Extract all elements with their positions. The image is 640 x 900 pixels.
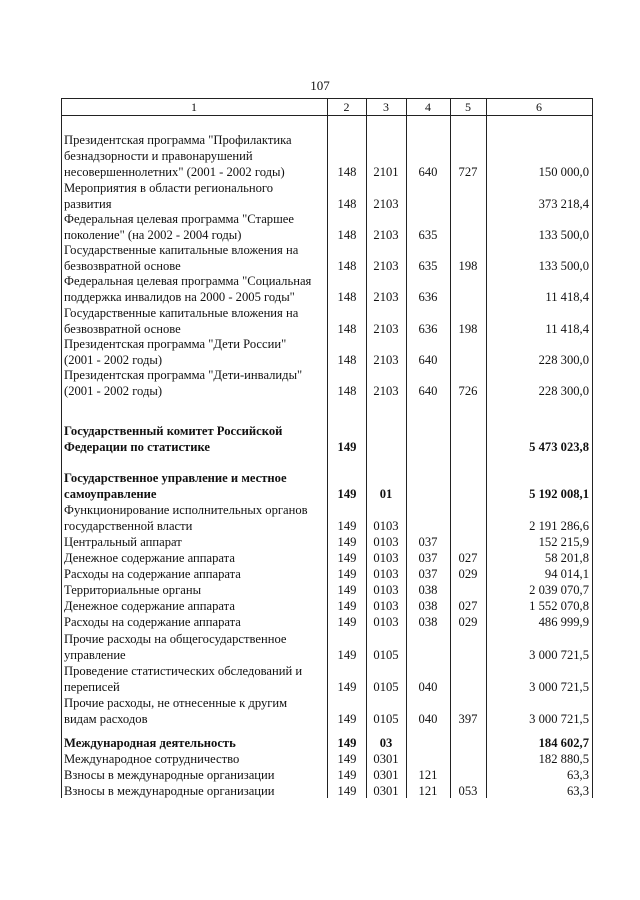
cell-section-code: 2103 (373, 322, 399, 336)
cell-amount: 133 500,0 (538, 228, 589, 242)
cell-ministry-code: 149 (337, 567, 357, 581)
table-row (61, 630, 593, 663)
table-row (61, 180, 593, 212)
cell-amount: 486 999,9 (538, 615, 589, 629)
row-name: Международная деятельность (64, 736, 236, 750)
row-name: Территориальные органы (64, 583, 202, 597)
cell-amount: 150 000,0 (538, 165, 589, 179)
cell-amount: 3 000 721,5 (529, 648, 589, 662)
cell-amount: 1 552 070,8 (529, 599, 589, 613)
cell-ministry-code: 148 (337, 197, 357, 211)
cell-amount: 58 201,8 (544, 551, 589, 565)
cell-target-code: 037 (418, 535, 438, 549)
row-name: Расходы на содержание аппарата (64, 567, 241, 581)
cell-section-code: 0105 (373, 680, 399, 694)
row-name: Функционирование исполнительных органов государственной власти (64, 503, 308, 533)
cell-ministry-code: 149 (337, 487, 357, 501)
cell-section-code: 2101 (373, 165, 399, 179)
cell-target-code: 121 (418, 784, 438, 798)
table-row (61, 598, 593, 614)
table-row-section (61, 470, 593, 502)
row-name: Государственные капитальные вложения на безвозвратной основе (64, 306, 299, 336)
cell-ministry-code: 148 (337, 228, 357, 242)
cell-target-code: 636 (418, 290, 438, 304)
cell-amount: 228 300,0 (538, 353, 589, 367)
cell-expense-code: 029 (458, 567, 478, 581)
table-row (61, 305, 593, 337)
table-row-section (61, 735, 593, 751)
row-name: Проведение статистических обследований и переписей (64, 664, 303, 694)
cell-section-code: 0103 (373, 615, 399, 629)
row-name: Денежное содержание аппарата (64, 599, 235, 613)
cell-amount: 3 000 721,5 (529, 680, 589, 694)
column-header: 4 (425, 100, 431, 114)
cell-target-code: 635 (418, 259, 438, 273)
column-header: 1 (191, 100, 197, 114)
cell-target-code: 038 (418, 599, 438, 613)
cell-ministry-code: 148 (337, 384, 357, 398)
cell-amount: 5 192 008,1 (529, 487, 589, 501)
cell-ministry-code: 149 (337, 519, 357, 533)
row-name: Расходы на содержание аппарата (64, 615, 241, 629)
cell-ministry-code: 149 (337, 583, 357, 597)
table-row (61, 767, 593, 783)
column-header: 6 (536, 100, 542, 114)
row-name: Государственное управление и местное самоуправление (64, 471, 287, 501)
cell-ministry-code: 148 (337, 165, 357, 179)
row-name: Президентская программа "Дети-инвалиды" (2001 - 2002 годы) (64, 368, 303, 398)
cell-amount: 3 000 721,5 (529, 712, 589, 726)
cell-section-code: 0105 (373, 712, 399, 726)
table-row (61, 783, 593, 799)
cell-ministry-code: 149 (337, 736, 357, 750)
cell-expense-code: 198 (458, 259, 478, 273)
cell-amount: 228 300,0 (538, 384, 589, 398)
cell-amount: 2 039 070,7 (529, 583, 589, 597)
cell-ministry-code: 148 (337, 322, 357, 336)
row-name: Взносы в международные организации (64, 768, 275, 782)
cell-target-code: 037 (418, 551, 438, 565)
cell-section-code: 03 (379, 736, 393, 750)
cell-expense-code: 727 (458, 165, 478, 179)
cell-target-code: 640 (418, 353, 438, 367)
budget-table (61, 98, 593, 798)
cell-section-code: 0301 (373, 752, 399, 766)
cell-ministry-code: 149 (337, 535, 357, 549)
cell-target-code: 040 (418, 712, 438, 726)
column-header: 3 (383, 100, 389, 114)
row-name: Федеральная целевая программа "Социальная поддержка инвалидов на 2000 - 2005 годы" (64, 274, 312, 304)
row-name: Взносы в международные организации (64, 784, 275, 798)
cell-expense-code: 397 (458, 712, 478, 726)
cell-target-code: 121 (418, 768, 438, 782)
cell-amount: 182 880,5 (538, 752, 589, 766)
cell-target-code: 640 (418, 165, 438, 179)
cell-section-code: 0103 (373, 535, 399, 549)
cell-ministry-code: 148 (337, 290, 357, 304)
table-row-section (61, 423, 593, 455)
cell-amount: 373 218,4 (538, 197, 589, 211)
table-row (61, 695, 593, 727)
cell-amount: 2 191 286,6 (529, 519, 589, 533)
column-header: 5 (465, 100, 471, 114)
cell-target-code: 038 (418, 583, 438, 597)
cell-target-code: 635 (418, 228, 438, 242)
cell-section-code: 0105 (373, 648, 399, 662)
row-name: Федеральная целевая программа "Старшее поколение" (на 2002 - 2004 годы) (64, 212, 294, 242)
cell-amount: 152 215,9 (538, 535, 589, 549)
cell-ministry-code: 149 (337, 648, 357, 662)
cell-expense-code: 027 (458, 599, 478, 613)
cell-ministry-code: 149 (337, 440, 357, 454)
table-row (61, 614, 593, 630)
cell-ministry-code: 149 (337, 551, 357, 565)
cell-expense-code: 726 (458, 384, 478, 398)
table-row (61, 212, 593, 243)
row-name: Международное сотрудничество (64, 752, 240, 766)
table-row (61, 582, 593, 598)
cell-section-code: 2103 (373, 290, 399, 304)
cell-section-code: 2103 (373, 353, 399, 367)
cell-section-code: 2103 (373, 197, 399, 211)
cell-section-code: 0103 (373, 519, 399, 533)
cell-ministry-code: 149 (337, 768, 357, 782)
cell-ministry-code: 149 (337, 599, 357, 613)
cell-amount: 63,3 (566, 784, 589, 798)
cell-ministry-code: 149 (337, 784, 357, 798)
cell-section-code: 01 (379, 487, 393, 501)
cell-section-code: 2103 (373, 384, 399, 398)
cell-section-code: 2103 (373, 228, 399, 242)
cell-section-code: 0103 (373, 599, 399, 613)
cell-ministry-code: 148 (337, 353, 357, 367)
cell-expense-code: 027 (458, 551, 478, 565)
header-divider (61, 115, 593, 116)
table-row (61, 243, 593, 274)
table-row (61, 663, 593, 695)
row-name: Прочие расходы, не отнесенные к другим видам расходов (64, 696, 288, 726)
cell-ministry-code: 149 (337, 752, 357, 766)
cell-amount: 11 418,4 (545, 290, 589, 304)
cell-amount: 184 602,7 (538, 736, 589, 750)
cell-target-code: 636 (418, 322, 438, 336)
cell-amount: 11 418,4 (545, 322, 589, 336)
cell-section-code: 0301 (373, 768, 399, 782)
table-row (61, 751, 593, 767)
table-row (61, 534, 593, 550)
cell-expense-code: 053 (458, 784, 478, 798)
row-name: Прочие расходы на общегосударственное управление (64, 632, 287, 662)
table-row (61, 132, 593, 180)
column-header: 2 (343, 100, 350, 114)
table-row (61, 368, 593, 399)
table-row (61, 566, 593, 582)
row-name: Государственные капитальные вложения на безвозвратной основе (64, 243, 299, 273)
cell-amount: 133 500,0 (538, 259, 589, 273)
cell-expense-code: 198 (458, 322, 478, 336)
row-name: Государственный комитет Российской Федерации по статистике (64, 424, 283, 454)
cell-section-code: 0301 (373, 784, 399, 798)
table-row (61, 550, 593, 566)
cell-target-code: 640 (418, 384, 438, 398)
row-name: Денежное содержание аппарата (64, 551, 235, 565)
cell-section-code: 0103 (373, 551, 399, 565)
cell-target-code: 038 (418, 615, 438, 629)
cell-section-code: 2103 (373, 259, 399, 273)
cell-amount: 63,3 (566, 768, 589, 782)
cell-ministry-code: 149 (337, 680, 357, 694)
cell-ministry-code: 149 (337, 712, 357, 726)
cell-amount: 5 473 023,8 (529, 440, 589, 454)
row-name: Центральный аппарат (64, 535, 182, 549)
cell-target-code: 040 (418, 680, 438, 694)
row-name: Мероприятия в области регионального развития (64, 181, 274, 211)
table-row (61, 337, 593, 368)
cell-expense-code: 029 (458, 615, 478, 629)
row-name: Президентская программа "Профилактика безнадзорности и правонарушений несовершеннолетних" (2001 - 2002 годы) (64, 133, 292, 179)
table-row (61, 274, 593, 305)
row-name: Президентская программа "Дети России" (2001 - 2002 годы) (64, 337, 287, 367)
cell-ministry-code: 148 (337, 259, 357, 273)
table-row (61, 502, 593, 534)
cell-section-code: 0103 (373, 583, 399, 597)
cell-section-code: 0103 (373, 567, 399, 581)
cell-target-code: 037 (418, 567, 438, 581)
page-number: 107 (310, 78, 330, 93)
cell-amount: 94 014,1 (544, 567, 589, 581)
cell-ministry-code: 149 (337, 615, 357, 629)
